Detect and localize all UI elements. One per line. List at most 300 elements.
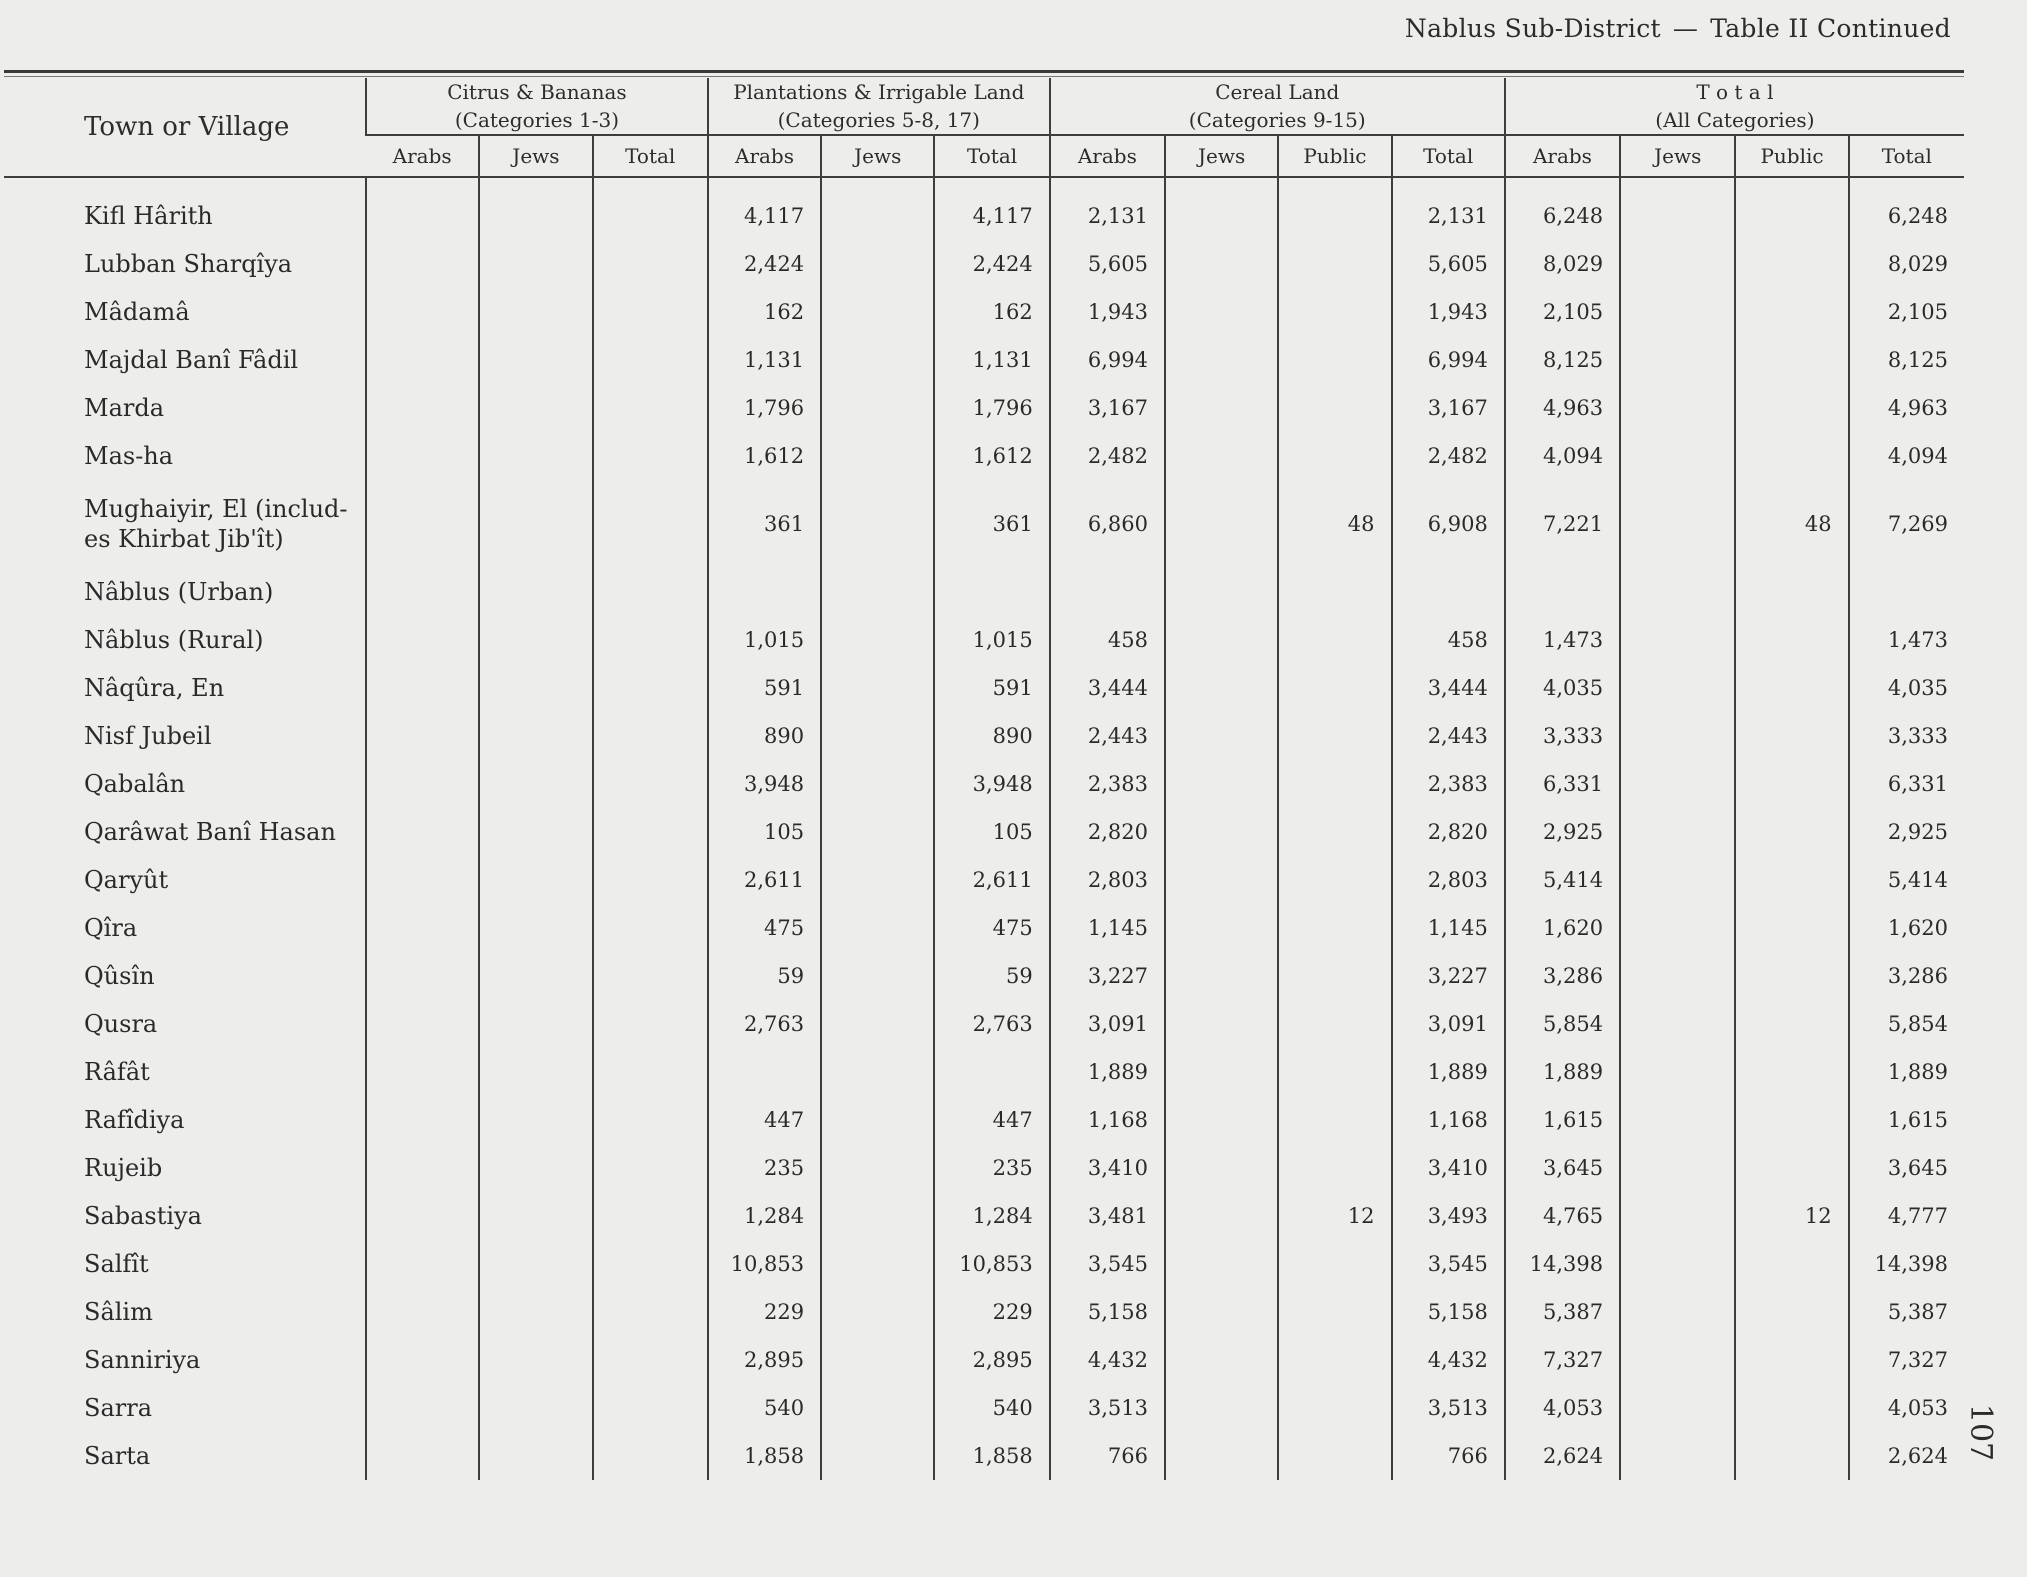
total-group-header xyxy=(1505,78,1964,135)
cereal-jews xyxy=(1165,760,1278,808)
cereal-public xyxy=(1278,336,1391,384)
plant-total: 591 xyxy=(934,664,1049,712)
plant-jews xyxy=(821,904,934,952)
citrus-jews xyxy=(479,240,592,288)
town-cell: Kifl Hârith xyxy=(84,202,213,230)
citrus-total xyxy=(593,1048,708,1096)
cereal-jews xyxy=(1165,336,1278,384)
cereal-jews xyxy=(1165,288,1278,336)
total-jews xyxy=(1620,1240,1735,1288)
table-row xyxy=(4,616,1964,664)
cereal-arabs: 2,482 xyxy=(1050,432,1165,480)
total-total: 14,398 xyxy=(1849,1240,1964,1288)
total-public xyxy=(1735,1240,1848,1288)
citrus-total xyxy=(593,904,708,952)
citrus-arabs xyxy=(366,480,479,568)
table-row xyxy=(4,568,1964,616)
total-total: 5,414 xyxy=(1849,856,1964,904)
cereal-total: 766 xyxy=(1392,1432,1505,1480)
cereal-arabs: 1,943 xyxy=(1050,288,1165,336)
plant-arabs: 235 xyxy=(708,1144,821,1192)
total-arabs: 1,889 xyxy=(1505,1048,1620,1096)
cereal-public xyxy=(1278,240,1391,288)
cereal-arabs: 6,860 xyxy=(1050,480,1165,568)
cereal-jews xyxy=(1165,616,1278,664)
plant-jews xyxy=(821,384,934,432)
plant-arabs: 447 xyxy=(708,1096,821,1144)
page-number: 107 xyxy=(1962,1403,1998,1462)
cereal-public xyxy=(1278,1432,1391,1480)
cereal-arabs: 2,803 xyxy=(1050,856,1165,904)
citrus-total xyxy=(593,808,708,856)
citrus-total xyxy=(593,1240,708,1288)
total-total: 7,269 xyxy=(1849,480,1964,568)
cereal-public xyxy=(1278,1288,1391,1336)
citrus-arabs xyxy=(366,240,479,288)
cereal-total: 3,167 xyxy=(1392,384,1505,432)
citrus-arabs xyxy=(366,432,479,480)
plant-total: 540 xyxy=(934,1384,1049,1432)
total-jews xyxy=(1620,336,1735,384)
plant-arabs: 10,853 xyxy=(708,1240,821,1288)
cereal-public xyxy=(1278,904,1391,952)
citrus-total xyxy=(593,712,708,760)
citrus-total xyxy=(593,240,708,288)
citrus-jews xyxy=(479,1144,592,1192)
total-total: 1,889 xyxy=(1849,1048,1964,1096)
total-arabs: 4,094 xyxy=(1505,432,1620,480)
plant-arabs: 2,424 xyxy=(708,240,821,288)
total-arabs: 3,286 xyxy=(1505,952,1620,1000)
citrus-total xyxy=(593,952,708,1000)
total-total: 3,333 xyxy=(1849,712,1964,760)
table-row xyxy=(4,480,1964,568)
plant-total: 1,612 xyxy=(934,432,1049,480)
cereal-total: 2,383 xyxy=(1392,760,1505,808)
table-row xyxy=(4,432,1964,480)
col-cereal-public: Public xyxy=(1278,135,1391,177)
town-cell: Qîra xyxy=(84,914,138,942)
total-jews xyxy=(1620,1384,1735,1432)
total-jews xyxy=(1620,952,1735,1000)
total-sub: (All Categories) xyxy=(1655,108,1815,132)
cereal-jews xyxy=(1165,1048,1278,1096)
plant-total: 235 xyxy=(934,1144,1049,1192)
col-citrus-jews: Jews xyxy=(479,135,592,177)
citrus-arabs xyxy=(366,904,479,952)
cereal-jews xyxy=(1165,568,1278,616)
plant-jews xyxy=(821,1000,934,1048)
cereal-title: Cereal Land xyxy=(1215,80,1340,104)
cereal-jews xyxy=(1165,240,1278,288)
citrus-jews xyxy=(479,1336,592,1384)
cereal-total: 3,545 xyxy=(1392,1240,1505,1288)
total-public xyxy=(1735,616,1848,664)
citrus-total xyxy=(593,1192,708,1240)
citrus-jews xyxy=(479,1192,592,1240)
citrus-jews xyxy=(479,904,592,952)
group-header-row xyxy=(4,78,1964,135)
citrus-total xyxy=(593,1432,708,1480)
table-row xyxy=(4,1192,1964,1240)
cereal-arabs xyxy=(1050,568,1165,616)
citrus-jews xyxy=(479,432,592,480)
citrus-jews xyxy=(479,856,592,904)
plantations-group-header xyxy=(708,78,1050,135)
cereal-public xyxy=(1278,712,1391,760)
plant-arabs: 1,612 xyxy=(708,432,821,480)
cereal-public xyxy=(1278,1336,1391,1384)
citrus-total xyxy=(593,760,708,808)
total-arabs: 7,221 xyxy=(1505,480,1620,568)
plant-jews xyxy=(821,952,934,1000)
town-cell: Nisf Jubeil xyxy=(84,722,212,750)
col-plant-arabs: Arabs xyxy=(708,135,821,177)
citrus-arabs xyxy=(366,1336,479,1384)
citrus-jews xyxy=(479,336,592,384)
plant-jews xyxy=(821,568,934,616)
total-arabs: 1,620 xyxy=(1505,904,1620,952)
total-arabs: 5,414 xyxy=(1505,856,1620,904)
table-row xyxy=(4,1048,1964,1096)
col-total-public: Public xyxy=(1735,135,1848,177)
cereal-public xyxy=(1278,568,1391,616)
citrus-total xyxy=(593,1096,708,1144)
plant-arabs: 2,611 xyxy=(708,856,821,904)
cereal-total: 3,091 xyxy=(1392,1000,1505,1048)
citrus-total xyxy=(593,616,708,664)
cereal-public xyxy=(1278,1000,1391,1048)
total-total: 7,327 xyxy=(1849,1336,1964,1384)
plant-total xyxy=(934,1048,1049,1096)
total-public xyxy=(1735,808,1848,856)
total-public xyxy=(1735,568,1848,616)
total-arabs: 14,398 xyxy=(1505,1240,1620,1288)
town-cell: Marda xyxy=(84,394,165,422)
town-cell: Sabastiya xyxy=(84,1202,202,1230)
cereal-public xyxy=(1278,616,1391,664)
cereal-total: 3,493 xyxy=(1392,1192,1505,1240)
plant-arabs: 3,948 xyxy=(708,760,821,808)
plant-jews xyxy=(821,760,934,808)
table-row xyxy=(4,384,1964,432)
plant-total: 1,796 xyxy=(934,384,1049,432)
col-total-total: Total xyxy=(1849,135,1964,177)
cereal-public xyxy=(1278,177,1391,240)
plant-total: 2,895 xyxy=(934,1336,1049,1384)
plant-arabs xyxy=(708,568,821,616)
total-arabs: 5,854 xyxy=(1505,1000,1620,1048)
total-total: 2,925 xyxy=(1849,808,1964,856)
cereal-arabs: 2,443 xyxy=(1050,712,1165,760)
town-cell: Mas-ha xyxy=(84,442,174,470)
citrus-arabs xyxy=(366,1240,479,1288)
citrus-jews xyxy=(479,664,592,712)
total-public xyxy=(1735,664,1848,712)
citrus-arabs xyxy=(366,616,479,664)
cereal-arabs: 3,444 xyxy=(1050,664,1165,712)
total-arabs: 1,615 xyxy=(1505,1096,1620,1144)
table-row xyxy=(4,664,1964,712)
table-row xyxy=(4,1384,1964,1432)
cereal-public xyxy=(1278,760,1391,808)
total-total: 4,963 xyxy=(1849,384,1964,432)
plant-jews xyxy=(821,177,934,240)
total-jews xyxy=(1620,177,1735,240)
cereal-total: 3,410 xyxy=(1392,1144,1505,1192)
cereal-jews xyxy=(1165,1336,1278,1384)
cereal-jews xyxy=(1165,480,1278,568)
cereal-arabs: 3,513 xyxy=(1050,1384,1165,1432)
citrus-arabs xyxy=(366,952,479,1000)
cereal-total: 3,513 xyxy=(1392,1384,1505,1432)
plant-arabs: 1,284 xyxy=(708,1192,821,1240)
plant-jews xyxy=(821,856,934,904)
total-jews xyxy=(1620,1432,1735,1480)
total-total: 5,387 xyxy=(1849,1288,1964,1336)
col-total-jews: Jews xyxy=(1620,135,1735,177)
citrus-total xyxy=(593,1000,708,1048)
citrus-arabs xyxy=(366,336,479,384)
total-jews xyxy=(1620,760,1735,808)
total-total: 5,854 xyxy=(1849,1000,1964,1048)
cereal-jews xyxy=(1165,1192,1278,1240)
town-cell: Qarâwat Banî Hasan xyxy=(84,818,336,846)
total-public xyxy=(1735,336,1848,384)
total-public xyxy=(1735,1048,1848,1096)
total-arabs: 4,035 xyxy=(1505,664,1620,712)
cereal-public: 12 xyxy=(1278,1192,1391,1240)
plant-arabs: 591 xyxy=(708,664,821,712)
cereal-arabs: 5,158 xyxy=(1050,1288,1165,1336)
total-jews xyxy=(1620,384,1735,432)
citrus-total xyxy=(593,384,708,432)
plant-jews xyxy=(821,1432,934,1480)
total-public xyxy=(1735,952,1848,1000)
table-row xyxy=(4,808,1964,856)
plant-arabs: 1,796 xyxy=(708,384,821,432)
citrus-jews xyxy=(479,616,592,664)
total-arabs: 6,248 xyxy=(1505,177,1620,240)
citrus-jews xyxy=(479,480,592,568)
citrus-jews xyxy=(479,288,592,336)
citrus-jews xyxy=(479,1384,592,1432)
total-arabs: 4,053 xyxy=(1505,1384,1620,1432)
cereal-public xyxy=(1278,1240,1391,1288)
cereal-arabs: 2,131 xyxy=(1050,177,1165,240)
col-total-arabs: Arabs xyxy=(1505,135,1620,177)
plant-jews xyxy=(821,712,934,760)
table-row xyxy=(4,1336,1964,1384)
total-total: 1,620 xyxy=(1849,904,1964,952)
town-cell: Nâblus (Urban) xyxy=(84,578,274,606)
plant-jews xyxy=(821,1192,934,1240)
total-total: 6,248 xyxy=(1849,177,1964,240)
table-row xyxy=(4,1240,1964,1288)
plant-jews xyxy=(821,480,934,568)
total-public xyxy=(1735,432,1848,480)
citrus-arabs xyxy=(366,856,479,904)
total-jews xyxy=(1620,432,1735,480)
cereal-total: 2,482 xyxy=(1392,432,1505,480)
total-public xyxy=(1735,1288,1848,1336)
top-rule xyxy=(4,70,1964,73)
total-jews xyxy=(1620,856,1735,904)
total-total: 2,105 xyxy=(1849,288,1964,336)
total-public xyxy=(1735,1432,1848,1480)
citrus-jews xyxy=(479,1048,592,1096)
col-cereal-arabs: Arabs xyxy=(1050,135,1165,177)
citrus-jews xyxy=(479,952,592,1000)
cereal-group-header xyxy=(1050,78,1505,135)
table-row xyxy=(4,240,1964,288)
cereal-total xyxy=(1392,568,1505,616)
total-total: 2,624 xyxy=(1849,1432,1964,1480)
cereal-public xyxy=(1278,1096,1391,1144)
table-body xyxy=(4,177,1964,1480)
town-cell: Nâblus (Rural) xyxy=(84,626,264,654)
col-plant-total: Total xyxy=(934,135,1049,177)
cereal-arabs: 766 xyxy=(1050,1432,1165,1480)
plant-arabs: 475 xyxy=(708,904,821,952)
cereal-total: 1,943 xyxy=(1392,288,1505,336)
total-total: 4,777 xyxy=(1849,1192,1964,1240)
town-cell: Qabalân xyxy=(84,770,186,798)
total-public xyxy=(1735,1096,1848,1144)
plant-arabs: 1,131 xyxy=(708,336,821,384)
citrus-jews xyxy=(479,1432,592,1480)
citrus-arabs xyxy=(366,1048,479,1096)
citrus-jews xyxy=(479,808,592,856)
cereal-arabs: 458 xyxy=(1050,616,1165,664)
citrus-group-header xyxy=(366,78,708,135)
citrus-arabs xyxy=(366,712,479,760)
cereal-arabs: 1,168 xyxy=(1050,1096,1165,1144)
total-arabs: 2,624 xyxy=(1505,1432,1620,1480)
table-row xyxy=(4,904,1964,952)
plant-jews xyxy=(821,432,934,480)
total-public xyxy=(1735,1336,1848,1384)
plant-total: 890 xyxy=(934,712,1049,760)
town-cell: Sanniriya xyxy=(84,1346,201,1374)
citrus-arabs xyxy=(366,568,479,616)
total-arabs: 2,925 xyxy=(1505,808,1620,856)
plant-total xyxy=(934,568,1049,616)
cereal-arabs: 3,091 xyxy=(1050,1000,1165,1048)
total-arabs: 1,473 xyxy=(1505,616,1620,664)
cereal-jews xyxy=(1165,1096,1278,1144)
top-rule-thin xyxy=(4,76,1964,77)
total-jews xyxy=(1620,1000,1735,1048)
total-public xyxy=(1735,904,1848,952)
citrus-total xyxy=(593,568,708,616)
cereal-arabs: 3,227 xyxy=(1050,952,1165,1000)
cereal-public xyxy=(1278,856,1391,904)
cereal-sub: (Categories 9-15) xyxy=(1188,108,1366,132)
total-jews xyxy=(1620,808,1735,856)
total-public xyxy=(1735,712,1848,760)
plantations-title: Plantations & Irrigable Land xyxy=(733,80,1025,104)
total-jews xyxy=(1620,1192,1735,1240)
total-public xyxy=(1735,177,1848,240)
total-public xyxy=(1735,760,1848,808)
citrus-arabs xyxy=(366,1432,479,1480)
cereal-arabs: 4,432 xyxy=(1050,1336,1165,1384)
cereal-jews xyxy=(1165,712,1278,760)
total-public xyxy=(1735,384,1848,432)
cereal-total: 6,994 xyxy=(1392,336,1505,384)
table-row xyxy=(4,760,1964,808)
citrus-arabs xyxy=(366,808,479,856)
plant-total: 447 xyxy=(934,1096,1049,1144)
citrus-total xyxy=(593,1144,708,1192)
citrus-title: Citrus & Bananas xyxy=(447,80,627,104)
cereal-public xyxy=(1278,808,1391,856)
town-cell: Mughaiyir, El (includ- es Khirbat Jib'ît) xyxy=(84,495,348,553)
cereal-total: 2,443 xyxy=(1392,712,1505,760)
plant-total: 2,763 xyxy=(934,1000,1049,1048)
total-public xyxy=(1735,288,1848,336)
total-jews xyxy=(1620,288,1735,336)
citrus-total xyxy=(593,336,708,384)
col-citrus-total: Total xyxy=(593,135,708,177)
town-cell: Râfât xyxy=(84,1058,150,1086)
cereal-total: 6,908 xyxy=(1392,480,1505,568)
district-title: Nablus Sub-District xyxy=(1404,14,1661,43)
table-row xyxy=(4,1432,1964,1480)
plant-arabs: 361 xyxy=(708,480,821,568)
total-jews xyxy=(1620,712,1735,760)
citrus-total xyxy=(593,480,708,568)
cereal-public: 48 xyxy=(1278,480,1391,568)
plant-arabs: 1,015 xyxy=(708,616,821,664)
citrus-total xyxy=(593,664,708,712)
plant-jews xyxy=(821,240,934,288)
page-header xyxy=(1405,14,1951,43)
total-total: 8,125 xyxy=(1849,336,1964,384)
total-total: 4,053 xyxy=(1849,1384,1964,1432)
table-title: Table II Continued xyxy=(1710,14,1951,43)
citrus-total xyxy=(593,288,708,336)
total-total: 1,615 xyxy=(1849,1096,1964,1144)
table-row xyxy=(4,856,1964,904)
plant-arabs: 2,895 xyxy=(708,1336,821,1384)
citrus-jews xyxy=(479,1288,592,1336)
col-cereal-jews: Jews xyxy=(1165,135,1278,177)
plant-jews xyxy=(821,664,934,712)
plant-total: 1,015 xyxy=(934,616,1049,664)
col-citrus-arabs: Arabs xyxy=(366,135,479,177)
total-total: 4,094 xyxy=(1849,432,1964,480)
total-arabs: 8,029 xyxy=(1505,240,1620,288)
total-total xyxy=(1849,568,1964,616)
total-total: 4,035 xyxy=(1849,664,1964,712)
total-arabs xyxy=(1505,568,1620,616)
plant-arabs: 4,117 xyxy=(708,177,821,240)
cereal-total: 1,145 xyxy=(1392,904,1505,952)
plant-total: 3,948 xyxy=(934,760,1049,808)
citrus-arabs xyxy=(366,760,479,808)
cereal-jews xyxy=(1165,904,1278,952)
total-arabs: 6,331 xyxy=(1505,760,1620,808)
total-total: 3,645 xyxy=(1849,1144,1964,1192)
town-cell: Rafîdiya xyxy=(84,1106,185,1134)
cereal-arabs: 3,410 xyxy=(1050,1144,1165,1192)
total-public xyxy=(1735,1000,1848,1048)
cereal-arabs: 1,889 xyxy=(1050,1048,1165,1096)
cereal-jews xyxy=(1165,1384,1278,1432)
cereal-public xyxy=(1278,1048,1391,1096)
